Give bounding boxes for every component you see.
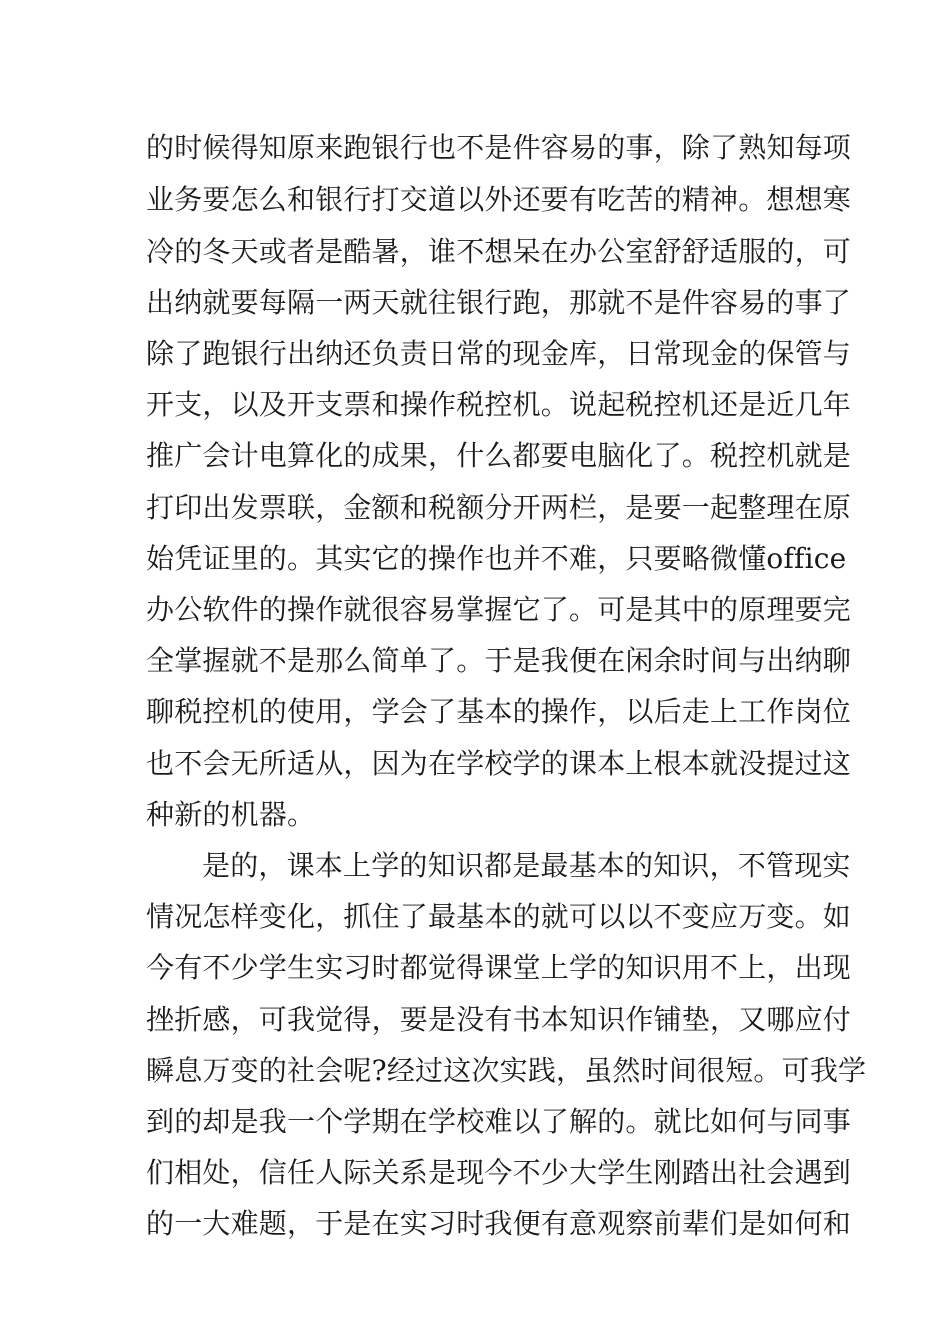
text-line: 开支，以及开支票和操作税控机。说起税控机还是近几年 xyxy=(146,388,852,421)
text-line: 办公软件的操作就很容易掌握它了。可是其中的原理要完 xyxy=(146,593,852,626)
text-line: 瞬息万变的社会呢?经过这次实践，虽然时间很短。可我学 xyxy=(146,1054,867,1087)
text-line: 出纳就要每隔一两天就往银行跑，那就不是件容易的事了 xyxy=(146,286,852,319)
text-line: 的一大难题，于是在实习时我便有意观察前辈们是如何和 xyxy=(146,1207,852,1240)
text-line: 也不会无所适从，因为在学校学的课本上根本就没提过这 xyxy=(146,747,852,780)
text-line: 情况怎样变化，抓住了最基本的就可以以不变应万变。如 xyxy=(146,900,852,933)
text-line: 挫折感，可我觉得，要是没有书本知识作铺垫，又哪应付 xyxy=(146,1003,852,1036)
paragraph-first-line: 是的，课本上学的知识都是最基本的知识，不管现实 xyxy=(202,849,851,882)
text-line: 除了跑银行出纳还负责日常的现金库，日常现金的保管与 xyxy=(146,337,852,370)
text-line: 的时候得知原来跑银行也不是件容易的事，除了熟知每项 xyxy=(146,131,852,164)
text-line: 始凭证里的。其实它的操作也并不难，只要略微懂office xyxy=(146,542,847,575)
text-line: 今有不少学生实习时都觉得课堂上学的知识用不上，出现 xyxy=(146,951,852,984)
text-line: 全掌握就不是那么简单了。于是我便在闲余时间与出纳聊 xyxy=(146,644,852,677)
text-line: 们相处，信任人际关系是现今不少大学生刚踏出社会遇到 xyxy=(146,1156,852,1189)
text-line: 聊税控机的使用，学会了基本的操作，以后走上工作岗位 xyxy=(146,695,852,728)
text-line: 推广会计电算化的成果，什么都要电脑化了。税控机就是 xyxy=(146,439,852,472)
text-line: 业务要怎么和银行打交道以外还要有吃苦的精神。想想寒 xyxy=(146,183,852,216)
text-line: 冷的冬天或者是酷暑，谁不想呆在办公室舒舒适服的，可 xyxy=(146,235,852,268)
text-line: 到的却是我一个学期在学校难以了解的。就比如何与同事 xyxy=(146,1105,852,1138)
text-line: 打印出发票联，金额和税额分开两栏，是要一起整理在原 xyxy=(146,491,852,524)
text-line: 种新的机器。 xyxy=(146,798,316,831)
